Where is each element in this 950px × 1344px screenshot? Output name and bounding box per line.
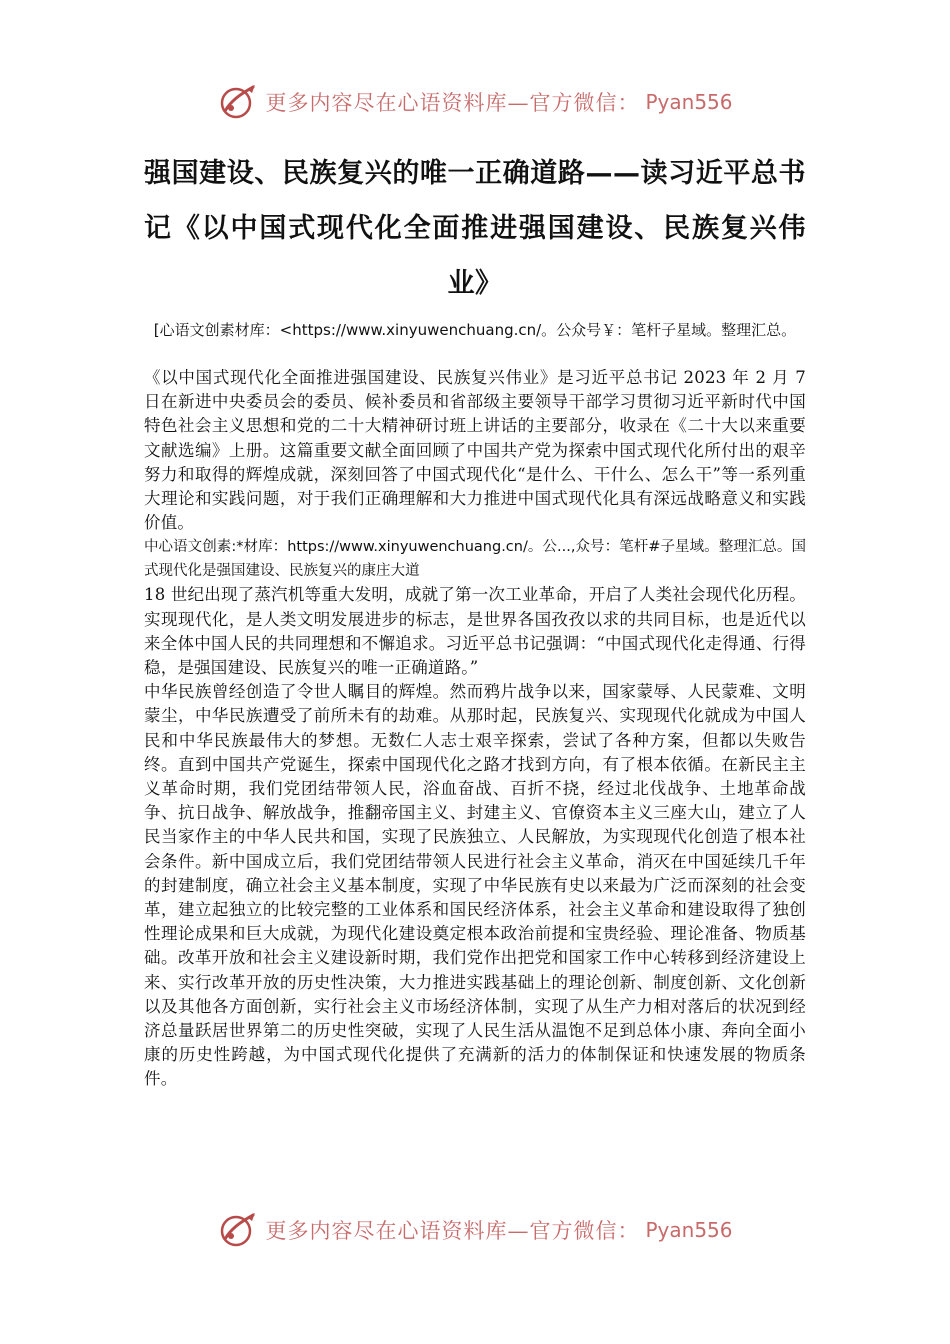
banner-wechat-id: Pyan556	[645, 1218, 733, 1242]
paragraph-development: 中华民族曾经创造了令世人瞩目的辉煌。然而鸦片战争以来，国家蒙辱、人民蒙难、文明蒙尘，中华民族遭受了前所未有的劫难。从那时起，民族复兴、实现现代化就成为中国人民和中华民族最伟大的梦想。无数仁人志士艰辛探索，尝试了各种方案，但都以失败告终。直到中国共产党诞生，探索中国现代化之路才找到方向，有了根本依循。在新民主主义革命时期，我们党团结带领人民，浴血奋战、百折不挠，经过北伐战争、土地革命战争、抗日战争、解放战争，推翻帝国主义、封建主义、官僚资本主义三座大山，建立了人民当家作主的中华人民共和国，实现了民族独立、人民解放，为实现现代化创造了根本社会条件。新中国成立后，我们党团结带领人民进行社会主义革命，消灭在中国延续几千年的封建制度，确立社会主义基本制度，实现了中华民族有史以来最为广泛而深刻的社会变革，建立起独立的比较完整的工业体系和国民经济体系，社会主义革命和建设取得了独创性理论成果和巨大成就，为现代化建设奠定根本政治前提和宝贵经验、理论准备、物质基础。改革开放和社会主义建设新时期，我们党作出把党和国家工作中心转移到经济建设上来、实行改革开放的历史性决策，大力推进实践基础上的理论创新、制度创新、文化创新以及其他各方面创新，实行社会主义市场经济体制，实现了从生产力相对落后的状况到经济总量跃居世界第二的历史性突破，实现了人民生活从温饱不足到总体小康、奔向全面小康的历史性跨越，为中国式现代化提供了充满新的活力的体制保证和快速发展的物质条件。	[144, 682, 806, 1089]
page-title: 强国建设、民族复兴的唯一正确道路——读习近平总书记《以中国式现代化全面推进强国建设、民族复兴伟业》	[144, 158, 806, 299]
banner-text: 更多内容尽在心语资料库—官方微信：	[265, 1219, 640, 1243]
source-note: [心语文创素材库：<https://www.xinyuwenchuang.cn/。公众号￥：笔杆子星域。整理汇总。	[153, 321, 797, 339]
banner-wechat-id: Pyan556	[645, 90, 733, 114]
paragraph-intro: 《以中国式现代化全面推进强国建设、民族复兴伟业》是习近平总书记 2023 年 2 月 7 日在新进中央委员会的委员、候补委员和省部级主要领导干部学习贯彻习近平新时代中国特色社会主义思想和党的二十大精神研讨班上讲话的主要部分，收录在《二十大以来重要文献选编》上册。这篇重要文献全面回顾了中国共产党为探索中国式现代化所付出的艰辛努力和取得的辉煌成就，深刻回答了中国式现代化“是什么、干什么、怎么干”等一系列重大理论和实践问题，对于我们正确理解和大力推进中国式现代化具有深远战略意义和实践价值。	[144, 368, 806, 533]
brush-logo-icon	[217, 81, 259, 123]
footer-banner	[0, 1208, 950, 1252]
banner-text: 更多内容尽在心语资料库—官方微信：	[265, 91, 640, 115]
paragraph-history: 18 世纪出现了蒸汽机等重大发明，成就了第一次工业革命，开启了人类社会现代化历程。实现现代化，是人类文明发展进步的标志，是世界各国孜孜以求的共同目标，也是近代以来全体中国人民的共同理想和不懈追求。习近平总书记强调：“中国式现代化走得通、行得稳，是强国建设、民族复兴的唯一正确道路。”	[144, 585, 806, 678]
paragraph-source-heading: 中心语文创素:*材库：https://www.xinyuwenchuang.cn/。公...,众号：笔杆#子星域。整理汇总。国式现代化是强国建设、民族复兴的康庄大道	[144, 539, 806, 580]
document-body	[144, 366, 806, 1092]
header-banner	[0, 80, 950, 124]
brush-logo-icon	[217, 1209, 259, 1251]
